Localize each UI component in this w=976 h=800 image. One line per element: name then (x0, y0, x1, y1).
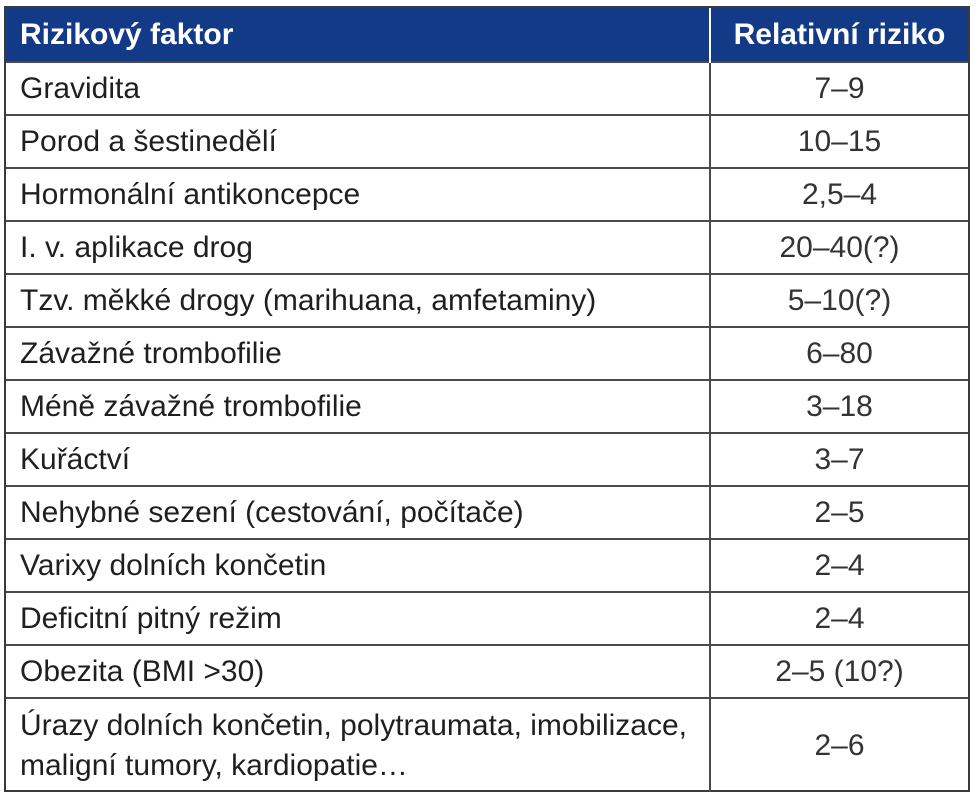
table-row (6, 539, 968, 592)
table-row (6, 486, 968, 539)
table-row (6, 592, 968, 645)
table-row (6, 433, 968, 486)
risk-factor-cell: Nehybné sezení (cestování, počítače) (6, 486, 710, 539)
relative-risk-cell: 2–5 (710, 486, 968, 539)
relative-risk-cell: 2–4 (710, 592, 968, 645)
relative-risk-cell: 20–40(?) (710, 221, 968, 274)
relative-risk-cell: 2–4 (710, 539, 968, 592)
relative-risk-cell: 3–7 (710, 433, 968, 486)
relative-risk-cell: 6–80 (710, 327, 968, 380)
relative-risk-cell: 5–10(?) (710, 274, 968, 327)
risk-factor-cell: I. v. aplikace drog (6, 221, 710, 274)
header-risk-factor: Rizikový faktor (6, 8, 710, 62)
risk-table (6, 8, 968, 792)
risk-factor-cell: Obezita (BMI >30) (6, 645, 710, 698)
table-row (6, 274, 968, 327)
relative-risk-cell: 2–5 (10?) (710, 645, 968, 698)
risk-factor-cell: Méně závažné trombofilie (6, 380, 710, 433)
risk-factor-cell: Závažné trombofilie (6, 327, 710, 380)
relative-risk-cell: 2,5–4 (710, 168, 968, 221)
relative-risk-cell: 2–6 (710, 698, 968, 792)
risk-factor-cell: Deficitní pitný režim (6, 592, 710, 645)
header-relative-risk: Relativní riziko (710, 8, 968, 62)
relative-risk-cell: 3–18 (710, 380, 968, 433)
table-row (6, 327, 968, 380)
table-row (6, 698, 968, 792)
risk-factor-cell: Úrazy dolních končetin, polytraumata, imobilizace, maligní tumory, kardiopatie… (6, 698, 710, 792)
table-row (6, 115, 968, 168)
table-header-row (6, 8, 968, 62)
risk-factor-cell: Tzv. měkké drogy (marihuana, amfetaminy) (6, 274, 710, 327)
relative-risk-cell: 10–15 (710, 115, 968, 168)
table-row (6, 168, 968, 221)
table-row (6, 380, 968, 433)
risk-factor-table (4, 6, 970, 792)
risk-factor-cell: Varixy dolních končetin (6, 539, 710, 592)
risk-factor-cell: Porod a šestinedělí (6, 115, 710, 168)
risk-factor-cell: Gravidita (6, 62, 710, 115)
risk-factor-cell: Kuřáctví (6, 433, 710, 486)
risk-factor-cell: Hormonální antikoncepce (6, 168, 710, 221)
table-row (6, 62, 968, 115)
table-row (6, 645, 968, 698)
table-row (6, 221, 968, 274)
relative-risk-cell: 7–9 (710, 62, 968, 115)
